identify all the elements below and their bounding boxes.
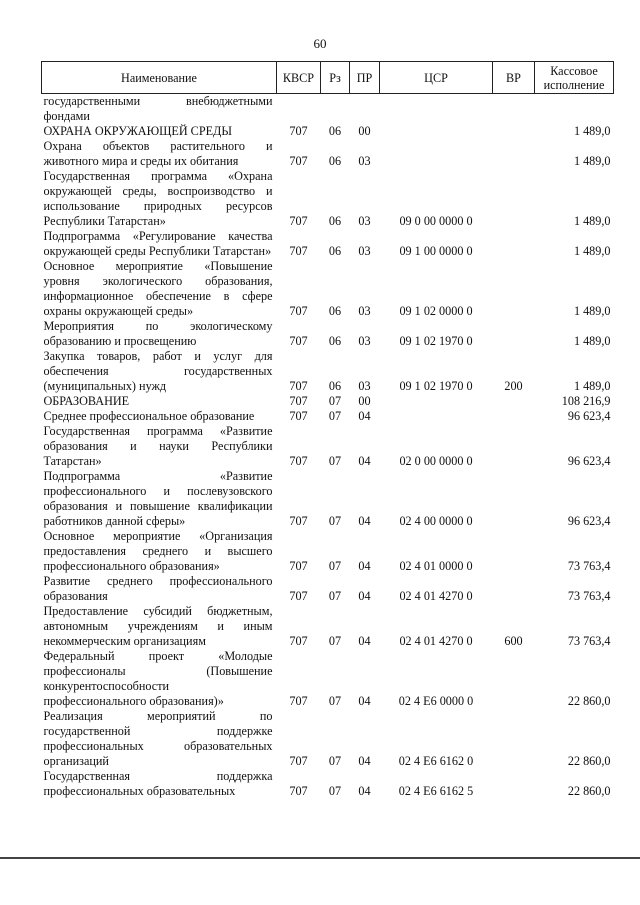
- column-header-pr: ПР: [350, 62, 380, 94]
- cell-pr: 03: [358, 379, 371, 393]
- cell-pr: 04: [358, 694, 371, 708]
- cell-vr: [493, 229, 535, 259]
- cell-amount: 73 763,4: [567, 559, 611, 573]
- cell-vr: [493, 169, 535, 229]
- cell-name: Государственная поддержка профессиональных образовательных: [43, 769, 273, 798]
- table-row: [42, 94, 614, 125]
- cell-vr: [493, 139, 535, 169]
- cell-kvsr: 707: [289, 634, 308, 648]
- cell-vr: [493, 574, 535, 604]
- table-row: [42, 169, 614, 229]
- table-row: [42, 409, 614, 424]
- cell-kvsr: 707: [289, 589, 308, 603]
- cell-amount: 73 763,4: [567, 589, 611, 603]
- cell-amount: 22 860,0: [567, 784, 611, 798]
- cell-csr: 09 1 02 0000 0: [399, 304, 473, 318]
- table-row: [42, 649, 614, 709]
- cell-kvsr: 707: [289, 409, 308, 423]
- cell-kvsr: 707: [289, 214, 308, 228]
- cell-rz: 06: [328, 304, 342, 318]
- cell-vr: [493, 529, 535, 574]
- cell-pr: [350, 94, 380, 125]
- table-row: [42, 769, 614, 799]
- table-row: [42, 229, 614, 259]
- cell-name: государственными внебюджетными фондами: [43, 94, 273, 123]
- cell-kvsr: 707: [289, 394, 308, 408]
- table-row: [42, 139, 614, 169]
- cell-kvsr: 707: [289, 754, 308, 768]
- cell-amount: 73 763,4: [567, 634, 611, 648]
- cell-csr: 02 4 Е6 6162 0: [398, 754, 474, 768]
- cell-csr: 02 4 01 4270 0: [399, 634, 473, 648]
- cell-csr: 02 4 Е6 0000 0: [398, 694, 474, 708]
- cell-csr: 09 1 00 0000 0: [399, 244, 473, 258]
- cell-pr: 03: [358, 334, 371, 348]
- cell-kvsr: 707: [289, 514, 308, 528]
- cell-pr: 03: [358, 304, 371, 318]
- column-header-csr: ЦСР: [380, 62, 493, 94]
- table-row: [42, 604, 614, 649]
- cell-vr: [493, 394, 535, 409]
- cell-csr: 09 1 02 1970 0: [399, 379, 473, 393]
- table-body: [42, 94, 614, 800]
- cell-pr: 04: [358, 454, 371, 468]
- cell-pr: 04: [358, 409, 371, 423]
- cell-vr: [493, 469, 535, 529]
- cell-csr: 02 4 Е6 6162 5: [398, 784, 474, 798]
- table-row: [42, 349, 614, 394]
- cell-rz: 06: [328, 379, 342, 393]
- cell-amount: 22 860,0: [567, 694, 611, 708]
- cell-amount: [535, 94, 614, 125]
- cell-pr: 04: [358, 589, 371, 603]
- cell-vr: [493, 409, 535, 424]
- table-row: [42, 529, 614, 574]
- column-header-vr: ВР: [493, 62, 535, 94]
- cell-vr: [493, 769, 535, 799]
- cell-vr: [493, 319, 535, 349]
- cell-kvsr: 707: [289, 559, 308, 573]
- cell-amount: 96 623,4: [567, 454, 611, 468]
- cell-rz: 06: [328, 214, 342, 228]
- table-row: [42, 709, 614, 769]
- table-row: [42, 469, 614, 529]
- cell-name: Государственная программа «Развитие образования и науки Республики Татарстан»: [43, 424, 273, 468]
- cell-name: Подпрограмма «Регулирование качества окружающей среды Республики Татарстан»: [43, 229, 273, 258]
- cell-name: Предоставление субсидий бюджетным, автономным учреждениям и иным некоммерческим организациям: [43, 604, 273, 648]
- cell-amount: 1 489,0: [573, 379, 611, 393]
- table-row: [42, 394, 614, 409]
- cell-rz: 06: [328, 334, 342, 348]
- cell-vr: [493, 649, 535, 709]
- cell-name: Основное мероприятие «Повышение уровня экологического образования, информационное обеспечение в сфере охраны окружающей среды»: [43, 259, 273, 318]
- cell-rz: 06: [328, 154, 342, 168]
- cell-vr: [493, 709, 535, 769]
- cell-name: Реализация мероприятий по государственной поддержке профессиональных образовательных организаций: [43, 709, 273, 768]
- cell-rz: [321, 94, 350, 125]
- cell-pr: 04: [358, 514, 371, 528]
- cell-csr: [380, 409, 493, 424]
- cell-name: Развитие среднего профессионального образования: [43, 574, 273, 603]
- cell-rz: 07: [328, 514, 342, 528]
- cell-amount: 1 489,0: [573, 304, 611, 318]
- cell-rz: 07: [328, 784, 342, 798]
- cell-kvsr: 707: [289, 154, 308, 168]
- cell-pr: 04: [358, 754, 371, 768]
- cell-rz: 07: [328, 754, 342, 768]
- cell-pr: 00: [358, 124, 371, 138]
- cell-csr: [380, 139, 493, 169]
- column-header-name: Наименование: [42, 62, 277, 94]
- cell-csr: 02 0 00 0000 0: [399, 454, 473, 468]
- cell-pr: 03: [358, 154, 371, 168]
- cell-rz: 07: [328, 454, 342, 468]
- cell-rz: 07: [328, 589, 342, 603]
- cell-csr: 09 0 00 0000 0: [399, 214, 473, 228]
- cell-csr: 02 4 01 4270 0: [399, 589, 473, 603]
- budget-execution-table: [41, 61, 614, 799]
- scan-edge-line: [0, 857, 640, 859]
- page-number: 60: [313, 36, 327, 51]
- cell-pr: 00: [358, 394, 371, 408]
- column-header-rz: Рз: [321, 62, 350, 94]
- cell-csr: 02 4 00 0000 0: [399, 514, 473, 528]
- table-row: [42, 124, 614, 139]
- cell-kvsr: 707: [289, 379, 308, 393]
- cell-vr: [493, 424, 535, 469]
- cell-pr: 03: [358, 244, 371, 258]
- cell-vr: 200: [504, 379, 523, 393]
- cell-name: Основное мероприятие «Организация предоставления среднего и высшего профессионального образования»: [43, 529, 273, 573]
- cell-name: Федеральный проект «Молодые профессионалы (Повышение конкурентоспособности профессионального образования)»: [43, 649, 273, 708]
- cell-csr: 09 1 02 1970 0: [399, 334, 473, 348]
- cell-amount: 96 623,4: [567, 514, 611, 528]
- table-row: [42, 319, 614, 349]
- cell-pr: 03: [358, 214, 371, 228]
- cell-kvsr: 707: [289, 694, 308, 708]
- cell-rz: 07: [328, 559, 342, 573]
- cell-kvsr: 707: [289, 304, 308, 318]
- cell-pr: 04: [358, 559, 371, 573]
- cell-vr: [493, 124, 535, 139]
- cell-kvsr: 707: [289, 244, 308, 258]
- cell-amount: 1 489,0: [573, 244, 611, 258]
- cell-amount: 1 489,0: [573, 334, 611, 348]
- cell-vr: [493, 259, 535, 319]
- cell-name: ОХРАНА ОКРУЖАЮЩЕЙ СРЕДЫ: [43, 124, 232, 138]
- cell-amount: 1 489,0: [573, 154, 611, 168]
- cell-rz: 07: [328, 634, 342, 648]
- cell-name: Среднее профессиональное образование: [43, 409, 255, 423]
- cell-kvsr: [277, 94, 321, 125]
- cell-amount: 96 623,4: [567, 409, 611, 423]
- cell-csr: [380, 394, 493, 409]
- cell-name: Закупка товаров, работ и услуг для обеспечения государственных (муниципальных) нужд: [43, 349, 273, 393]
- cell-amount: 108 216,9: [561, 394, 611, 408]
- cell-name: Подпрограмма «Развитие профессионального и послевузовского образования и повышение квалификации работников данной сферы»: [43, 469, 273, 528]
- cell-name: Охрана объектов растительного и животного мира и среды их обитания: [43, 139, 273, 168]
- cell-kvsr: 707: [289, 454, 308, 468]
- table-row: [42, 259, 614, 319]
- cell-amount: 1 489,0: [573, 214, 611, 228]
- column-header-kvsr: КВСР: [277, 62, 321, 94]
- table-row: [42, 424, 614, 469]
- cell-name: ОБРАЗОВАНИЕ: [43, 394, 130, 408]
- cell-pr: 04: [358, 634, 371, 648]
- cell-amount: 22 860,0: [567, 754, 611, 768]
- cell-rz: 07: [328, 394, 342, 408]
- table-row: [42, 574, 614, 604]
- table-header-row: [42, 62, 614, 94]
- cell-kvsr: 707: [289, 334, 308, 348]
- cell-rz: 07: [328, 409, 342, 423]
- column-header-amount: Кассовое исполнение: [535, 62, 614, 94]
- cell-vr: [493, 94, 535, 125]
- cell-kvsr: 707: [289, 784, 308, 798]
- cell-amount: 1 489,0: [573, 124, 611, 138]
- cell-rz: 06: [328, 244, 342, 258]
- cell-pr: 04: [358, 784, 371, 798]
- cell-csr: [380, 124, 493, 139]
- cell-csr: [380, 94, 493, 125]
- cell-rz: 07: [328, 694, 342, 708]
- cell-vr: 600: [504, 634, 523, 648]
- cell-name: Мероприятия по экологическому образованию и просвещению: [43, 319, 273, 348]
- cell-rz: 06: [328, 124, 342, 138]
- cell-csr: 02 4 01 0000 0: [399, 559, 473, 573]
- cell-kvsr: 707: [289, 124, 308, 138]
- cell-name: Государственная программа «Охрана окружающей среды, воспроизводство и использование природных ресурсов Республики Татарстан»: [43, 169, 273, 228]
